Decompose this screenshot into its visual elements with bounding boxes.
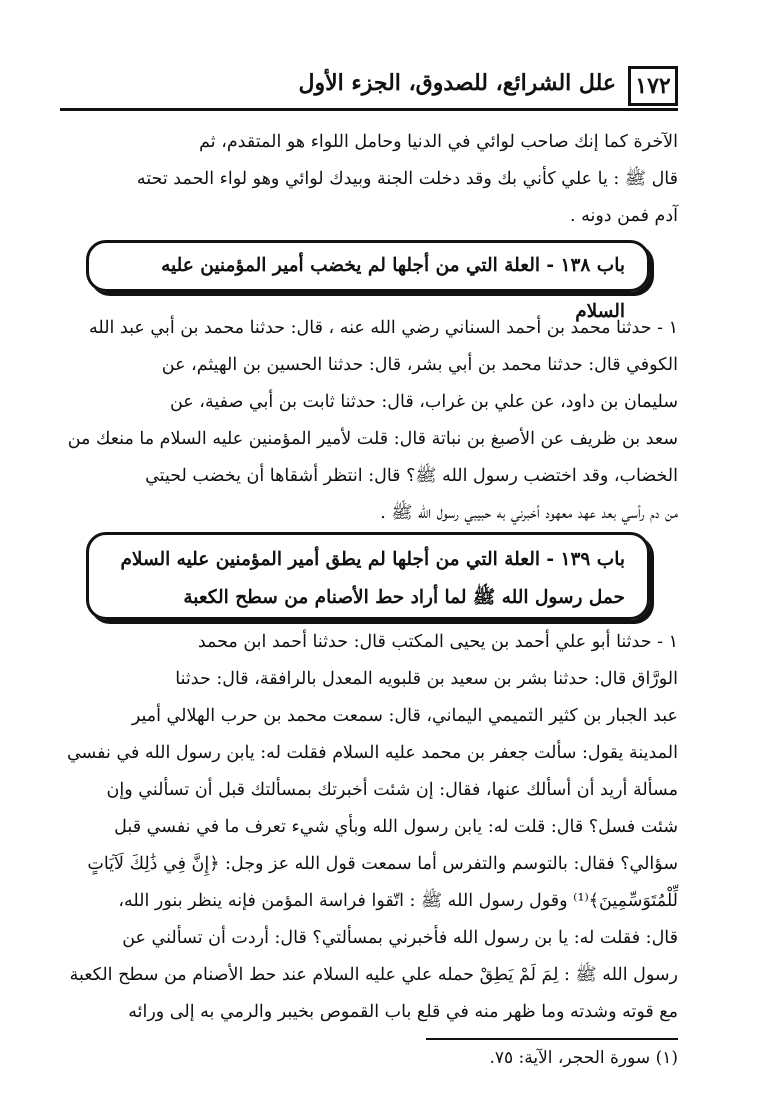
- text-line: الكوفي قال: حدثنا محمد بن أبي بشر، قال: حدثنا الحسين بن الهيثم، عن: [161, 355, 678, 375]
- hadith-138: [60, 310, 678, 532]
- text-line: مع قوته وشدته وما ظهر منه في قلع باب القموص بخيبر والرمي به إلى ورائه: [128, 1002, 678, 1022]
- text-line: الورَّاق قال: حدثنا بشر بن سعيد بن قلبويه المعدل بالرافقة، قال: حدثنا: [175, 669, 678, 689]
- text-line: سليمان بن داود، عن علي بن غراب، قال: حدثنا ثابت بن أبي صفية، عن: [169, 392, 678, 412]
- chapter-heading-line2: حمل رسول الله ﷺ لما أراد حط الأصنام من سطح الكعبة: [183, 587, 625, 608]
- text-line: آدم فمن دونه .: [569, 206, 678, 226]
- chapter-heading-line1: باب ١٣٩ - العلة التي من أجلها لم يطق أمير المؤمنين عليه السلام: [120, 549, 625, 570]
- text-line: لِّلْمُتَوَسِّمِينَ﴾⁽¹⁾ وقول رسول الله ﷺ : اتّقوا فراسة المؤمن فإنه ينظر بنور الله،: [118, 891, 678, 911]
- footnote-rule: [426, 1038, 678, 1040]
- text-line: الآخرة كما إنك صاحب لوائي في الدنيا وحامل اللواء هو المتقدم، ثم: [199, 132, 678, 152]
- text-line: رسول الله ﷺ : لِمَ لَمْ يَطِقْ حمله علي عليه السلام عند حط الأصنام من سطح الكعبة: [69, 965, 678, 985]
- chapter-heading-139: [86, 532, 650, 620]
- chapter-heading-text: باب ١٣٨ - العلة التي من أجلها لم يخضب أمير المؤمنين عليه السلام: [161, 255, 625, 322]
- hadith-139: [60, 624, 678, 1031]
- text-line: المدينة يقول: سألت جعفر بن محمد عليه السلام فقلت له: يابن رسول الله في نفسي: [66, 743, 678, 763]
- text-line: قال ﷺ : يا علي كأني بك وقد دخلت الجنة وبيدك لوائي وهو لواء الحمد تحته: [136, 169, 678, 189]
- page-number: ١٧٢: [628, 66, 678, 106]
- text-line: من دم رأسي بعد عهد معهود أخبرني به حبيبي رسول الله ﷺ .: [380, 503, 678, 523]
- text-line: سعد بن ظريف عن الأصبغ بن نباتة قال: قلت لأمير المؤمنين عليه السلام ما منعك من: [67, 429, 678, 449]
- text-line: ١ - حدثنا أبو علي أحمد بن يحيى المكتب قال: حدثنا أحمد ابن محمد: [197, 632, 678, 652]
- text-line: ١ - حدثنا محمد بن أحمد السناني رضي الله عنه ، قال: حدثنا محمد بن أبي عبد الله: [89, 318, 678, 338]
- text-line: الخضاب، وقد اختضب رسول الله ﷺ؟ قال: انتظر أشقاها أن يخضب لحيتي: [145, 466, 678, 486]
- page-header: [60, 66, 678, 111]
- text-line: عبد الجبار بن كثير التميمي اليماني، قال: سمعت محمد بن حرب الهلالي أمير: [131, 706, 678, 726]
- top-paragraph: [60, 124, 678, 235]
- footnote: (١) سورة الحجر، الآية: ٧٥.: [489, 1048, 678, 1068]
- header-rule: [60, 108, 678, 111]
- text-line: سؤالي؟ فقال: بالتوسم والتفرس أما سمعت قول الله عز وجل: ﴿إِنَّ فِي ذَٰلِكَ لَآيَاتٍ: [87, 854, 678, 874]
- chapter-heading-138: [86, 240, 650, 322]
- running-title: علل الشرائع، للصدوق، الجزء الأول: [298, 70, 616, 96]
- text-line: شئت فسل؟ قال: قلت له: يابن رسول الله وبأي شيء تعرف ما في نفسي قبل: [114, 817, 678, 837]
- text-line: مسألة أريد أن أسألك عنها، فقال: إن شئت أخبرتك بمسألتك قبل أن تسألني وإن: [106, 780, 678, 800]
- text-line: قال: فقلت له: يا بن رسول الله فأخبرني بمسألتي؟ قال: أردت أن تسألني عن: [122, 928, 678, 948]
